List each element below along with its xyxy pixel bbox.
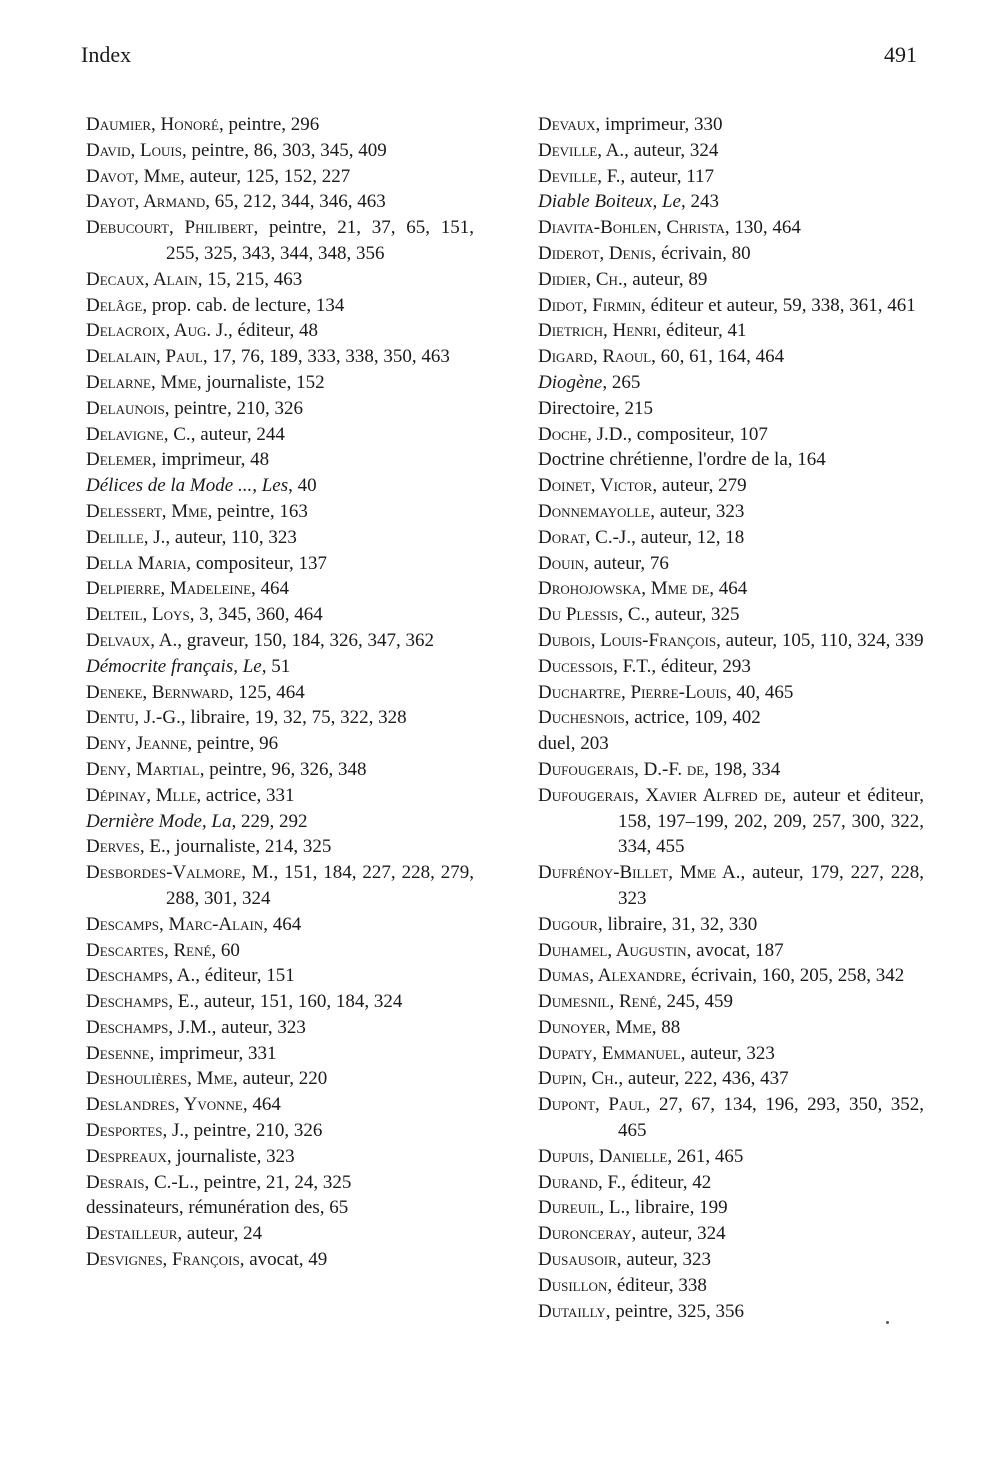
index-entry-references: , 65, 212, 344, 346, 463 bbox=[205, 191, 386, 213]
index-entry-heading: Drohojowska, Mme de bbox=[538, 578, 710, 600]
index-entry bbox=[86, 138, 474, 164]
index-entry bbox=[86, 1195, 474, 1221]
index-entry-heading: Dernière Mode, La bbox=[86, 810, 232, 832]
index-entry-heading: Dorat, C.-J. bbox=[538, 526, 632, 548]
index-entry bbox=[86, 834, 474, 860]
index-entry bbox=[86, 112, 474, 138]
index-entry-heading: Démocrite français, Le bbox=[86, 655, 262, 677]
index-entry-heading: Dufougerais, Xavier Alfred de bbox=[538, 784, 782, 806]
index-entry bbox=[538, 963, 924, 989]
index-entry bbox=[86, 731, 474, 757]
index-entry bbox=[538, 576, 924, 602]
index-entry bbox=[86, 628, 474, 654]
index-entry-heading: Dépinay, Mlle bbox=[86, 784, 197, 806]
index-entry-references: , peintre, 96 bbox=[187, 733, 279, 755]
index-entry bbox=[538, 1247, 924, 1273]
index-entry-heading: Deville, F. bbox=[538, 165, 621, 187]
index-entry bbox=[86, 783, 474, 809]
index-entry bbox=[86, 1144, 474, 1170]
index-entry-references: , imprimeur, 48 bbox=[151, 449, 270, 471]
index-entry bbox=[86, 189, 474, 215]
index-entry-heading: Della Maria bbox=[86, 552, 187, 574]
index-entry-references: , auteur, 125, 152, 227 bbox=[180, 165, 351, 187]
index-entry-references: , 3, 345, 360, 464 bbox=[189, 604, 323, 626]
index-entry-heading: Desenne bbox=[86, 1042, 150, 1064]
index-entry-references: , auteur, 324 bbox=[624, 139, 719, 161]
index-entry-heading: Didier, Ch. bbox=[538, 268, 623, 290]
index-entry bbox=[538, 164, 924, 190]
index-entry-references: , auteur, 110, 323 bbox=[165, 526, 297, 548]
index-entry bbox=[86, 1015, 474, 1041]
index-entry bbox=[538, 112, 924, 138]
index-entry-references: , 464 bbox=[263, 913, 302, 935]
index-entry-references: , libraire, 31, 32, 330 bbox=[597, 913, 758, 935]
index-entry bbox=[538, 783, 924, 860]
index-entry-heading: Deneke, Bernward bbox=[86, 681, 229, 703]
index-entry bbox=[86, 1118, 474, 1144]
index-entry bbox=[538, 1144, 924, 1170]
index-entry-heading: Douin bbox=[538, 552, 585, 574]
index-entry-references: , 51 bbox=[261, 655, 291, 677]
index-entry-references: , éditeur, 151 bbox=[195, 965, 295, 987]
index-entry-heading: duel, 203 bbox=[538, 733, 609, 755]
index-entry-heading: Deny, Martial bbox=[86, 758, 200, 780]
index-entry-heading: Dupuis, Danielle bbox=[538, 1145, 668, 1167]
index-entry-references: , 151, 184, 227, 228, 279, 288, 301, 324 bbox=[166, 862, 475, 909]
index-entry-heading: Deslandres, Yvonne bbox=[86, 1094, 243, 1116]
index-entry bbox=[538, 1041, 924, 1067]
index-entry bbox=[538, 447, 924, 473]
index-entry-heading: Dugour bbox=[538, 913, 598, 935]
index-entry bbox=[538, 551, 924, 577]
index-entry-references: , 17, 76, 189, 333, 338, 350, 463 bbox=[202, 346, 450, 368]
index-entry bbox=[86, 215, 474, 267]
index-entry-heading: Delavigne, C. bbox=[86, 423, 191, 445]
index-entry-heading: Desportes, J. bbox=[86, 1120, 185, 1142]
index-entry bbox=[86, 705, 474, 731]
index-entry-heading: Destailleur bbox=[86, 1223, 178, 1245]
index-entry-heading: Duhamel, Augustin bbox=[538, 939, 687, 961]
index-entry-heading: Dubois, Louis-François bbox=[538, 629, 717, 651]
index-entry-references: , 40, 465 bbox=[726, 681, 794, 703]
index-entry bbox=[538, 499, 924, 525]
index-entry-heading: dessinateurs, rémunération des, 65 bbox=[86, 1197, 349, 1219]
index-entry-references: , 243 bbox=[681, 191, 719, 213]
index-entry-references: , compositeur, 137 bbox=[186, 552, 328, 574]
index-entry bbox=[86, 525, 474, 551]
index-entry-references: , auteur, 323 bbox=[680, 1042, 775, 1064]
index-entry-references: , auteur, 325 bbox=[645, 604, 740, 626]
index-entry-references: , peintre, 86, 303, 345, 409 bbox=[181, 139, 387, 161]
index-column-right bbox=[538, 112, 924, 1324]
index-entry-heading: Debucourt, Philibert bbox=[86, 217, 254, 239]
index-entry bbox=[86, 318, 474, 344]
index-entry-heading: Didot, Firmin bbox=[538, 294, 642, 316]
index-entry-references: , 229, 292 bbox=[231, 810, 308, 832]
index-entry-heading: Delteil, Loys bbox=[86, 604, 190, 626]
index-entry-heading: Dureuil, L. bbox=[538, 1197, 626, 1219]
running-header bbox=[81, 42, 917, 72]
index-entry-heading: Diogène bbox=[538, 371, 603, 393]
index-entry-heading: Délices de la Mode ..., Les bbox=[86, 475, 289, 497]
index-entry bbox=[538, 422, 924, 448]
index-entry-heading: Delacroix, Aug. J. bbox=[86, 320, 229, 342]
index-entry-references: , éditeur, 41 bbox=[656, 320, 747, 342]
index-entry bbox=[538, 731, 924, 757]
index-entry-references: , libraire, 199 bbox=[625, 1197, 728, 1219]
index-entry-references: , peintre, 21, 37, 65, 151, 255, 325, 343, 344, 348, 356 bbox=[166, 217, 474, 264]
index-entry bbox=[538, 370, 924, 396]
index-entry-references: , graveur, 150, 184, 326, 347, 362 bbox=[177, 629, 434, 651]
index-entry-references: , 464 bbox=[251, 578, 290, 600]
index-entry-references: , journaliste, 214, 325 bbox=[165, 836, 332, 858]
index-entry bbox=[86, 422, 474, 448]
index-entry-references: , 464 bbox=[709, 578, 748, 600]
index-entry-heading: Delille, J. bbox=[86, 526, 166, 548]
index-entry-heading: Doctrine chrétienne, l'ordre de la, 164 bbox=[538, 449, 826, 471]
index-entry-heading: Durand, F. bbox=[538, 1171, 622, 1193]
index-entry bbox=[86, 1092, 474, 1118]
index-entry bbox=[86, 1247, 474, 1273]
index-entry-heading: David, Louis bbox=[86, 139, 182, 161]
index-entry bbox=[86, 938, 474, 964]
index-entry bbox=[86, 293, 474, 319]
index-entry-heading: Dentu, J.-G. bbox=[86, 707, 181, 729]
running-title: Index bbox=[81, 42, 132, 67]
index-entry-references: , auteur, 220 bbox=[233, 1068, 328, 1090]
index-entry-references: , peintre, 296 bbox=[219, 114, 320, 135]
index-entry bbox=[538, 757, 924, 783]
index-entry-heading: Deville, A. bbox=[538, 139, 625, 161]
index-entry bbox=[86, 860, 474, 912]
index-entry bbox=[86, 757, 474, 783]
index-entry bbox=[538, 912, 924, 938]
index-entry-heading: Daumier, Honoré bbox=[86, 114, 219, 135]
index-entry-heading: Devaux bbox=[538, 114, 596, 135]
index-entry-references: , actrice, 331 bbox=[196, 784, 295, 806]
index-entry-heading: Duchartre, Pierre-Louis bbox=[538, 681, 727, 703]
index-entry-references: , auteur, 24 bbox=[177, 1223, 263, 1245]
index-entry-heading: Delpierre, Madeleine bbox=[86, 578, 252, 600]
index-entry-references: , éditeur, 42 bbox=[621, 1171, 712, 1193]
index-entry bbox=[538, 602, 924, 628]
index-entry-heading: Donnemayolle bbox=[538, 500, 651, 522]
index-entry bbox=[538, 1195, 924, 1221]
index-entry bbox=[86, 576, 474, 602]
index-entry bbox=[86, 267, 474, 293]
index-entry-references: , auteur, 279 bbox=[652, 475, 747, 497]
index-entry-heading: Dupont, Paul bbox=[538, 1094, 646, 1116]
index-entry bbox=[538, 267, 924, 293]
index-entry-heading: Davot, Mme bbox=[86, 165, 181, 187]
index-entry-references: , auteur et éditeur, 158, 197–199, 202, 209, 257, 300, 322, 334, 455 bbox=[618, 784, 924, 858]
index-entry bbox=[538, 1273, 924, 1299]
index-entry-references: , auteur, 12, 18 bbox=[631, 526, 745, 548]
index-entry-references: , 88 bbox=[651, 1016, 681, 1038]
index-entry bbox=[86, 447, 474, 473]
index-entry-heading: Delemer bbox=[86, 449, 152, 471]
index-entry bbox=[538, 189, 924, 215]
index-entry-references: , éditeur, 338 bbox=[607, 1274, 707, 1296]
index-entry-references: , auteur, 151, 160, 184, 324 bbox=[194, 991, 403, 1013]
index-entry-references: , auteur, 323 bbox=[211, 1016, 306, 1038]
index-entry-heading: Despreaux bbox=[86, 1145, 167, 1167]
index-entry-references: , auteur, 76 bbox=[584, 552, 669, 574]
index-entry bbox=[538, 628, 924, 654]
index-entry-heading: Desvignes, François bbox=[86, 1249, 240, 1271]
index-entry-references: , auteur, 324 bbox=[631, 1223, 726, 1245]
index-entry-heading: Deschamps, E. bbox=[86, 991, 195, 1013]
index-entry-heading: Doinet, Victor bbox=[538, 475, 653, 497]
index-entry bbox=[538, 1092, 924, 1144]
index-entry-heading: Dufrénoy-Billet, Mme A. bbox=[538, 862, 741, 884]
index-entry-references: , peintre, 210, 326 bbox=[164, 397, 303, 419]
index-entry-heading: Deshoulières, Mme bbox=[86, 1068, 234, 1090]
index-entry bbox=[538, 680, 924, 706]
index-entry bbox=[538, 654, 924, 680]
index-entry bbox=[538, 215, 924, 241]
index-entry-references: , auteur, 323 bbox=[616, 1249, 711, 1271]
index-entry-heading: Dutailly bbox=[538, 1300, 606, 1322]
index-entry-heading: Dayot, Armand bbox=[86, 191, 206, 213]
index-entry-references: , 265 bbox=[602, 371, 641, 393]
index-entry-heading: Digard, Raoul bbox=[538, 346, 652, 368]
index-entry-heading: Desrais, C.-L. bbox=[86, 1171, 195, 1193]
index-entry-heading: Diable Boiteux, Le bbox=[538, 191, 681, 213]
index-entry-references: , 40 bbox=[288, 475, 317, 497]
index-entry-references: , 15, 215, 463 bbox=[197, 268, 303, 290]
index-entry-references: , 125, 464 bbox=[228, 681, 305, 703]
index-entry-references: , peintre, 21, 24, 325 bbox=[194, 1171, 352, 1193]
index-entry-references: , journaliste, 323 bbox=[166, 1145, 295, 1167]
index-entry bbox=[86, 344, 474, 370]
index-entry bbox=[86, 499, 474, 525]
index-entry-references: , éditeur, 48 bbox=[228, 320, 319, 342]
index-entry-heading: Dietrich, Henri bbox=[538, 320, 657, 342]
stray-mark bbox=[886, 1321, 889, 1324]
index-entry-heading: Deschamps, J.M. bbox=[86, 1016, 212, 1038]
index-entry bbox=[86, 1170, 474, 1196]
index-entry-references: , auteur, 117 bbox=[620, 165, 715, 187]
page-number: 491 bbox=[884, 42, 917, 67]
index-entry bbox=[538, 293, 924, 319]
index-entry bbox=[538, 1299, 924, 1325]
index-entry-heading: Delessert, Mme bbox=[86, 500, 208, 522]
index-entry bbox=[86, 370, 474, 396]
index-entry-references: , compositeur, 107 bbox=[627, 423, 768, 445]
index-entry bbox=[538, 1170, 924, 1196]
index-entry bbox=[538, 1221, 924, 1247]
index-entry-references: , écrivain, 160, 205, 258, 342 bbox=[681, 965, 905, 987]
index-entry bbox=[86, 1041, 474, 1067]
index-entry-references: , auteur, 179, 227, 228, 323 bbox=[618, 862, 924, 909]
index-entry-heading: Dupaty, Emmanuel bbox=[538, 1042, 681, 1064]
index-entry-references: , avocat, 187 bbox=[686, 939, 784, 961]
index-entry-references: , auteur, 323 bbox=[650, 500, 745, 522]
index-entry-heading: Delalain, Paul bbox=[86, 346, 203, 368]
index-entry-heading: Directoire, 215 bbox=[538, 397, 654, 419]
index-entry-references: , éditeur, 293 bbox=[651, 655, 751, 677]
index-entry-heading: Dunoyer, Mme bbox=[538, 1016, 652, 1038]
index-entry-heading: Descartes, René bbox=[86, 939, 212, 961]
index-entry-heading: Duchesnois bbox=[538, 707, 625, 729]
index-entry-heading: Deschamps, A. bbox=[86, 965, 196, 987]
index-entry-references: , peintre, 163 bbox=[207, 500, 308, 522]
index-entry-references: , 261, 465 bbox=[667, 1145, 744, 1167]
index-entry bbox=[86, 680, 474, 706]
index-entry-heading: Dupin, Ch. bbox=[538, 1068, 619, 1090]
index-entry bbox=[538, 241, 924, 267]
index-entry bbox=[86, 809, 474, 835]
index-entry bbox=[538, 989, 924, 1015]
index-entry-references: , actrice, 109, 402 bbox=[624, 707, 761, 729]
index-entry bbox=[86, 164, 474, 190]
index-entry bbox=[86, 989, 474, 1015]
index-entry-heading: Desbordes-Valmore, M. bbox=[86, 862, 274, 884]
index-entry-heading: Delaunois bbox=[86, 397, 165, 419]
index-entry bbox=[86, 396, 474, 422]
index-entry-references: , 464 bbox=[242, 1094, 281, 1116]
index-entry bbox=[86, 654, 474, 680]
index-entry-references: , 60 bbox=[211, 939, 240, 961]
index-entry-heading: Dusausoir bbox=[538, 1249, 617, 1271]
index-entry bbox=[86, 1066, 474, 1092]
index-entry-heading: Doche, J.D. bbox=[538, 423, 628, 445]
index-entry-references: , 27, 67, 134, 196, 293, 350, 352, 465 bbox=[618, 1094, 925, 1142]
index-entry-heading: Delvaux, A. bbox=[86, 629, 178, 651]
index-entry-references: , auteur, 244 bbox=[190, 423, 285, 445]
index-entry-references: , peintre, 96, 326, 348 bbox=[199, 758, 367, 780]
index-entry bbox=[86, 602, 474, 628]
index-entry bbox=[538, 705, 924, 731]
index-entry-heading: Dusillon bbox=[538, 1274, 608, 1296]
index-entry-references: , peintre, 210, 326 bbox=[184, 1120, 323, 1142]
index-entry-references: , imprimeur, 331 bbox=[149, 1042, 277, 1064]
index-entry bbox=[538, 938, 924, 964]
index-entry bbox=[538, 860, 924, 912]
index-entry-heading: Dumesnil, René bbox=[538, 991, 657, 1013]
index-entry-references: , auteur, 222, 436, 437 bbox=[618, 1068, 789, 1090]
index-entry-references: , peintre, 325, 356 bbox=[605, 1300, 744, 1322]
index-entry-references: , éditeur et auteur, 59, 338, 361, 461 bbox=[641, 294, 916, 316]
index-entry-references: , 245, 459 bbox=[656, 991, 733, 1013]
index-entry-references: , auteur, 105, 110, 324, 339 bbox=[716, 629, 924, 651]
index-entry-heading: Du Plessis, C. bbox=[538, 604, 646, 626]
index-entry bbox=[86, 473, 474, 499]
index-entry bbox=[538, 138, 924, 164]
index-entry bbox=[538, 1066, 924, 1092]
index-entry bbox=[86, 912, 474, 938]
index-entry-references: , libraire, 19, 32, 75, 322, 328 bbox=[180, 707, 407, 729]
index-entry-heading: Decaux, Alain bbox=[86, 268, 198, 290]
index-entry-heading: Deny, Jeanne bbox=[86, 733, 188, 755]
index-entry-references: , prop. cab. de lecture, 134 bbox=[142, 294, 345, 316]
index-entry-references: , avocat, 49 bbox=[239, 1249, 328, 1271]
index-entry bbox=[538, 525, 924, 551]
index-entry bbox=[86, 551, 474, 577]
index-entry-references: , imprimeur, 330 bbox=[595, 114, 723, 135]
index-entry-heading: Delarne, Mme bbox=[86, 371, 197, 393]
index-entry-heading: Diderot, Denis bbox=[538, 242, 652, 264]
index-entry-heading: Duronceray bbox=[538, 1223, 632, 1245]
index-column-left bbox=[86, 112, 474, 1273]
index-entry-heading: Derves, E. bbox=[86, 836, 166, 858]
index-entry-references: , 130, 464 bbox=[724, 217, 801, 239]
index-entry-heading: Delâge bbox=[86, 294, 143, 316]
index-entry bbox=[86, 963, 474, 989]
index-entry-references: , 198, 334 bbox=[704, 758, 781, 780]
index-entry bbox=[538, 1015, 924, 1041]
index-entry-references: , journaliste, 152 bbox=[196, 371, 325, 393]
index-entry bbox=[538, 473, 924, 499]
index-entry-heading: Diavita-Bohlen, Christa bbox=[538, 217, 725, 239]
index-entry-references: , 60, 61, 164, 464 bbox=[651, 346, 785, 368]
index-entry-heading: Dufougerais, D.-F. de bbox=[538, 758, 705, 780]
index-entry bbox=[538, 344, 924, 370]
index-entry bbox=[538, 396, 924, 422]
index-entry bbox=[86, 1221, 474, 1247]
index-entry-heading: Dumas, Alexandre bbox=[538, 965, 682, 987]
index-entry-heading: Descamps, Marc-Alain bbox=[86, 913, 264, 935]
index-entry bbox=[538, 318, 924, 344]
index-entry-references: , écrivain, 80 bbox=[651, 242, 751, 264]
index-entry-references: , auteur, 89 bbox=[622, 268, 708, 290]
index-entry-heading: Ducessois, F.T. bbox=[538, 655, 652, 677]
